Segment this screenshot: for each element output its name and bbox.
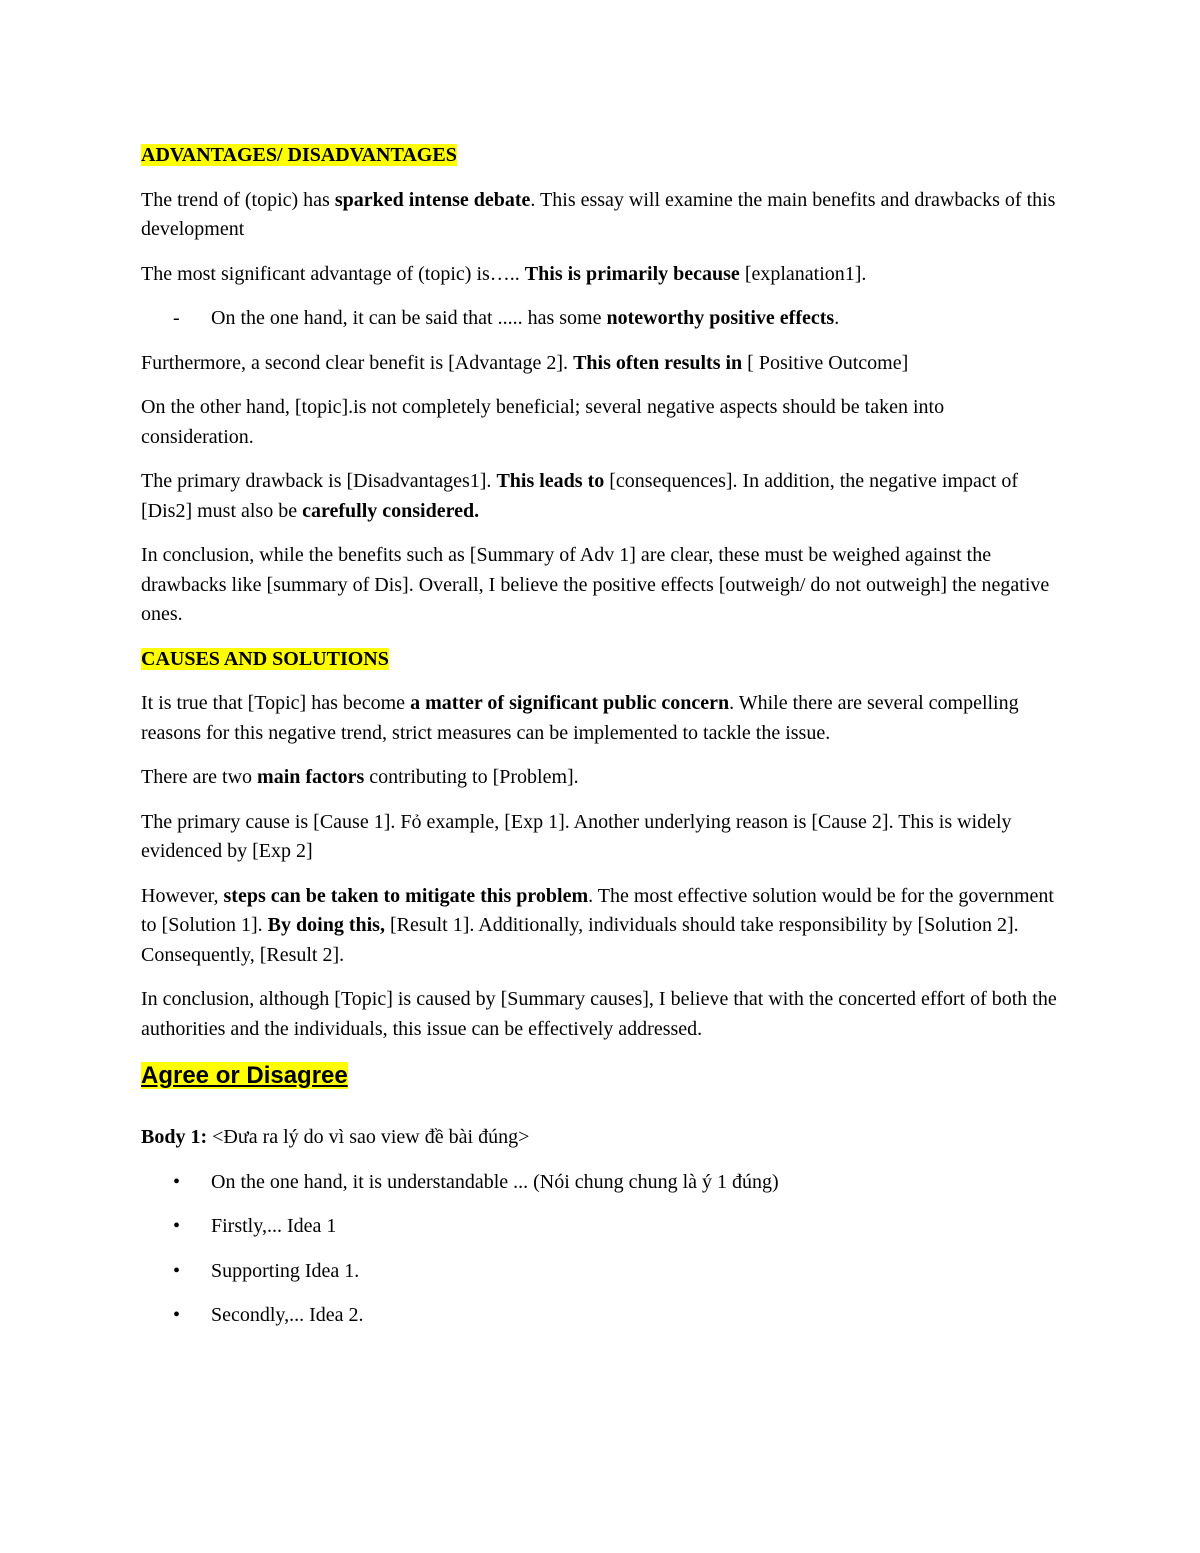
causes-paragraph-intro bbox=[141, 689, 1061, 748]
heading-agree-text: Agree or Disagree bbox=[141, 1062, 348, 1089]
bullet-icon: • bbox=[173, 1170, 181, 1193]
text-run: Furthermore, a second clear benefit is [Advantage 2]. bbox=[141, 351, 574, 374]
adv-paragraph-drawback bbox=[141, 467, 1061, 526]
text-run: <Đưa ra lý do vì sao view đề bài đúng> bbox=[207, 1126, 530, 1148]
text-run: It is true that [Topic] has become bbox=[141, 692, 411, 714]
text-run: The primary drawback is [Disadvantages1]. bbox=[141, 470, 497, 492]
list-item-text: On the one hand, it is understandable ... (Nói chung chung là ý 1 đúng) bbox=[211, 1170, 779, 1193]
text-run: [explanation1]. bbox=[739, 262, 867, 285]
bold-run: main factors bbox=[257, 766, 365, 788]
text-run: contributing to [Problem]. bbox=[364, 766, 579, 788]
text-run: The most significant advantage of (topic) is….. bbox=[141, 262, 525, 285]
list-item bbox=[141, 1257, 1061, 1287]
document-content bbox=[141, 141, 1061, 1346]
causes-paragraph-factors bbox=[141, 763, 1061, 793]
bold-run: Body 1: bbox=[141, 1126, 208, 1148]
text-run: [ Positive Outcome] bbox=[742, 351, 909, 374]
bold-run: This leads to bbox=[496, 470, 605, 492]
bold-run: By doing this, bbox=[267, 914, 385, 936]
text-run: [Result 1]. Additionally, individuals should take responsibility by [Solution 2]. Consequently, [Result 2]. bbox=[141, 914, 1019, 966]
text-run: . While there are several compelling reasons for this negative trend, strict measures can be implemented to tackle the issue. bbox=[141, 692, 1019, 744]
adv-paragraph-other-hand: On the other hand, [topic].is not completely beneficial; several negative aspects should be taken into consideration. bbox=[141, 396, 945, 448]
heading-advantages-text: ADVANTAGES/ DISADVANTAGES bbox=[141, 144, 457, 166]
adv-paragraph-intro bbox=[141, 186, 1061, 245]
text-run: . This essay will examine the main benefits and drawbacks of this development bbox=[141, 188, 1056, 240]
text-run: . The most effective solution would be for the government to [Solution 1]. bbox=[141, 884, 1054, 936]
causes-paragraph-solutions bbox=[141, 882, 1061, 971]
bold-run: steps can be taken to mitigate this problem bbox=[223, 884, 589, 907]
text-run: . bbox=[834, 307, 840, 329]
bold-run: sparked intense debate bbox=[334, 188, 531, 211]
adv-paragraph-advantage1 bbox=[141, 260, 1061, 290]
heading-causes-text: CAUSES AND SOLUTIONS bbox=[141, 647, 389, 670]
list-item-text: Firstly,... Idea 1 bbox=[211, 1215, 337, 1237]
bold-run: This often results in bbox=[573, 351, 743, 374]
text-run: On the one hand, it can be said that ..... has some bbox=[211, 307, 607, 329]
bold-run: carefully considered. bbox=[302, 499, 480, 522]
text-run: [consequences]. In addition, the negative impact of [Dis2] must also be bbox=[141, 470, 1018, 522]
list-item bbox=[141, 1168, 1061, 1198]
heading-agree bbox=[141, 1059, 1061, 1093]
bullet-icon: • bbox=[173, 1215, 181, 1237]
heading-advantages bbox=[141, 141, 1061, 171]
adv-dash-item bbox=[141, 304, 1061, 334]
heading-causes bbox=[141, 645, 1061, 675]
bold-run: This is primarily because bbox=[524, 262, 740, 285]
bold-run: a matter of significant public concern bbox=[410, 692, 730, 714]
agree-body1 bbox=[141, 1123, 1061, 1153]
adv-paragraph-advantage2 bbox=[141, 349, 1061, 379]
list-item-text: Secondly,... Idea 2. bbox=[211, 1304, 364, 1326]
bullet-icon: • bbox=[173, 1304, 181, 1326]
bullet-icon: • bbox=[173, 1259, 181, 1282]
adv-paragraph-conclusion: In conclusion, while the benefits such as [Summary of Adv 1] are clear, these must be weighed against the drawbacks like [summary of Dis]. Overall, I believe the positive effects [outweigh/ do not outweigh] the negative ones. bbox=[141, 544, 1050, 625]
text-run: The trend of (topic) has bbox=[141, 188, 335, 211]
text-run: However, bbox=[141, 884, 224, 907]
causes-paragraph-primary-cause: The primary cause is [Cause 1]. Fỏ example, [Exp 1]. Another underlying reason is [Cause 2]. This is widely evidenced by [Exp 2] bbox=[141, 810, 1012, 862]
text-run: There are two bbox=[141, 766, 258, 788]
list-item bbox=[141, 1212, 1061, 1242]
list-item-text: Supporting Idea 1. bbox=[211, 1259, 360, 1282]
bold-run: noteworthy positive effects bbox=[606, 307, 835, 329]
causes-paragraph-conclusion: In conclusion, although [Topic] is caused by [Summary causes], I believe that with the concerted effort of both the authorities and the individuals, this issue can be effectively addressed. bbox=[141, 988, 1057, 1040]
list-item bbox=[141, 1301, 1061, 1331]
dash-marker: - bbox=[173, 307, 180, 329]
